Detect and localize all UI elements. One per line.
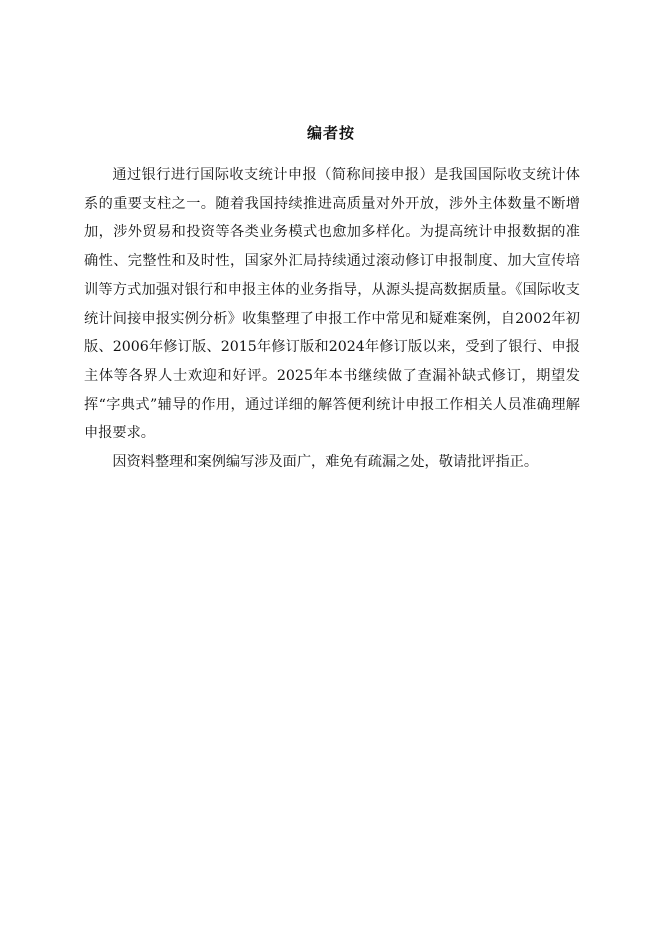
document-body	[84, 161, 580, 477]
body-paragraph: 因资料整理和案例编写涉及面广，难免有疏漏之处，敬请批评指正。	[112, 454, 539, 471]
body-paragraph: 通过银行进行国际收支统计申报（简称间接申报）是我国国际收支统计体系的重要支柱之一。随着我国持续推进高质量对外开放，涉外主体数量不断增加，涉外贸易和投资等各类业务模式也愈加多样化。为提高统计申报数据的准确性、完整性和及时性，国家外汇局持续通过滚动修订申报制度、加大宣传培训等方式加强对银行和申报主体的业务指导，从源头提高数据质量。《国际收支统计间接申报实例分析》收集整理了申报工作中常见和疑难案例，自2002年初版、2006年修订版、2015年修订版和2024年修订版以来，受到了银行、申报主体等各界人士欢迎和好评。2025年本书继续做了查漏补缺式修订，期望发挥“字典式”辅导的作用，通过详细的解答便利统计申报工作相关人员准确理解申报要求。	[84, 167, 580, 442]
page-title: 编者按	[306, 124, 355, 142]
